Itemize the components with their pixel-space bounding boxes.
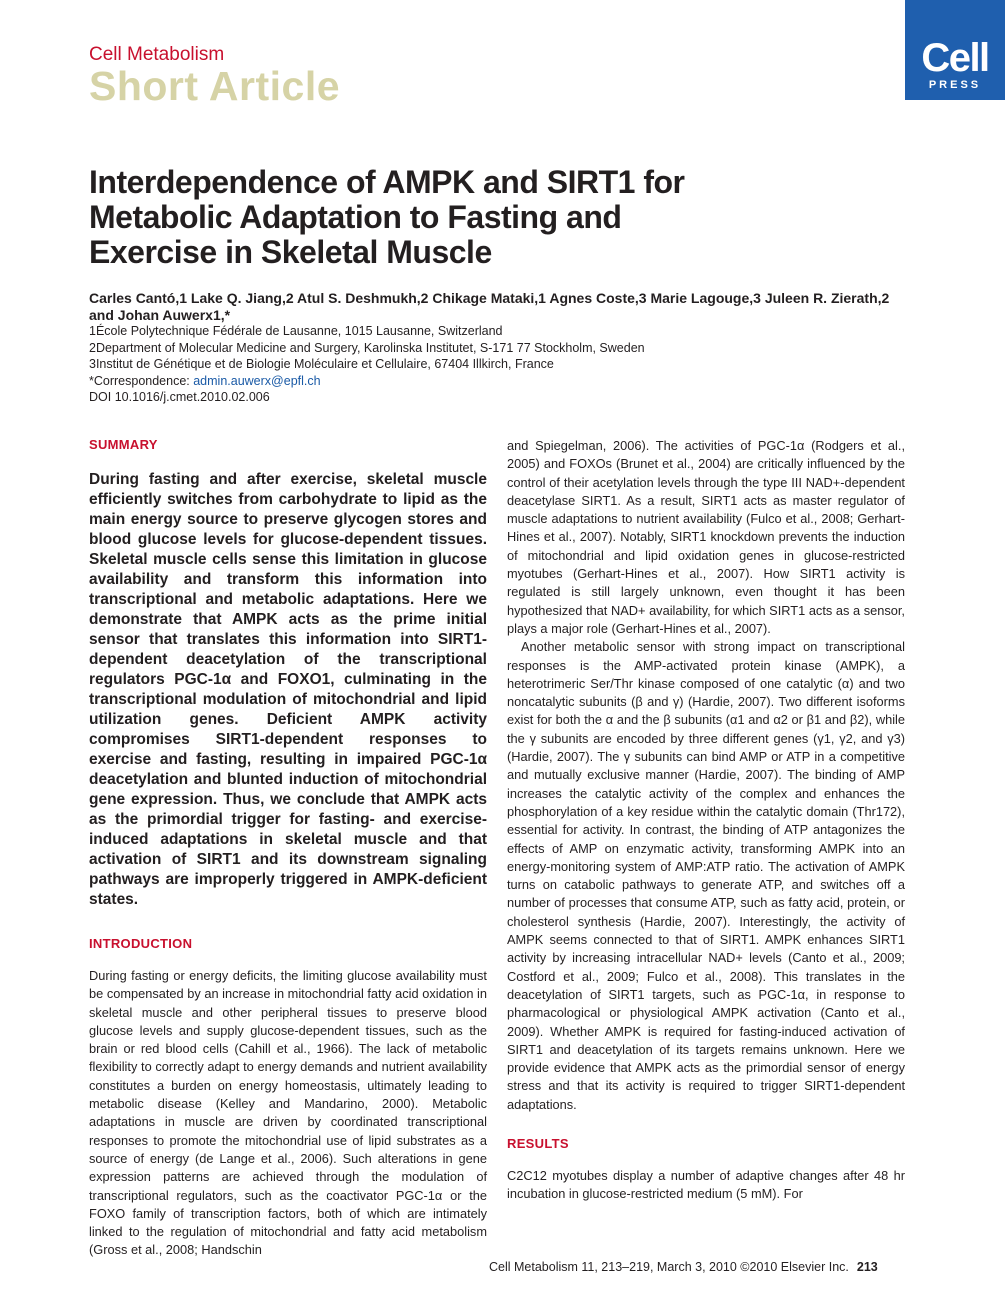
correspondence-email-link[interactable]: admin.auwerx@epfl.ch [193,373,321,388]
summary-text: During fasting and after exercise, skeletal muscle efficiently switches from carbohydrate to lipid as the main energy source to preserve glycogen stores and blood glucose levels for glucose-dependent tissues. Skeletal muscle cells sense this limitation in glucose availability and transform this information into transcriptional and metabolic adaptations. Here we demonstrate that AMPK acts as the prime initial sensor that translates this information into SIRT1-dependent deacetylation of the transcriptional regulators PGC-1α and FOXO1, culminating in the transcriptional modulation of mitochondrial and lipid utilization genes. Deficient AMPK activity compromises SIRT1-dependent responses to exercise and fasting, resulting in impaired PGC-1α deacetylation and blunted induction of mitochondrial gene expression. Thus, we conclude that AMPK acts as the primordial trigger for fasting- and exercise-induced adaptations in skeletal muscle and that activation of SIRT1 and its downstream signaling pathways are improperly triggered in AMPK-deficient states. [89,471,487,908]
journal-name: Cell Metabolism [89,44,225,65]
correspondence-label: *Correspondence: [89,373,194,388]
results-paragraph-1: C2C12 myotubes display a number of adaptive changes after 48 hr incubation in glucose-restricted medium (5 mM). For [507,1167,905,1202]
article-title: Interdependence of AMPK and SIRT1 for Metabolic Adaptation to Fasting and Exercise in Skeletal Muscle [89,164,685,270]
right-column [507,437,905,1204]
author-list: Carles Cantó,1 Lake Q. Jiang,2 Atul S. Deshmukh,2 Chikage Mataki,1 Agnes Coste,3 Marie Lagouge,3 Juleen R. Zierath,2 and Johan Auwerx1,* [89,290,890,323]
introduction-paragraph-3: Another metabolic sensor with strong impact on transcriptional responses is the AMP-activated protein kinase (AMPK), a heterotrimeric Ser/Thr kinase composed of one catalytic (α) and two noncatalytic subunits (β and γ) (Hardie, 2007). Two different isoforms exist for both the α and the β subunits (α1 and α2 or β1 and β2), while the γ subunits are encoded by three different genes (γ1, γ2, and γ3) (Hardie, 2007). The γ subunits can bind AMP or ATP in a competitive and mutually exclusive manner (Hardie, 2007). The binding of AMP increases the catalytic activity of the complex and enhances the phosphorylation of a key residue within the catalytic domain (Thr172), essential for activity. In contrast, the binding of ATP antagonizes the effects of AMP on enzymatic activity, transforming AMPK into an energy-monitoring system of AMP:ATP ratio. The activation of AMPK turns on catabolic pathways to generate ATP, and switches off a number of processes that consume ATP, such as fatty acid, protein, or cholesterol synthesis (Hardie, 2007). Interestingly, the activity of AMPK seems connected to that of SIRT1. AMPK enhances SIRT1 activity by increasing intracellular NAD+ levels (Canto et al., 2009; Costford et al., 2009; Fulco et al., 2008). This translates in the deacetylation of SIRT1 targets, such as PGC-1α, in response to pharmacological or physiological AMPK activation (Canto et al., 2009). Whether AMPK is required for fasting-induced activation of SIRT1 and deacetylation of its targets remains unknown. Here we provide evidence that AMPK acts as the primordial sensor of energy stress and that its activity is required to trigger SIRT1-dependent adaptations. [507,639,905,1112]
left-column [89,437,487,1260]
page-footer [489,1260,907,1274]
introduction-heading: INTRODUCTION [89,936,193,951]
logo-sub: PRESS [928,79,982,91]
affiliation-1: 1École Polytechnique Fédérale de Lausanne, 1015 Lausanne, Switzerland [89,324,503,338]
affiliation-3: 3Institut de Génétique et de Biologie Moléculaire et Cellulaire, 67404 Illkirch, France [89,357,554,371]
affiliation-2: 2Department of Molecular Medicine and Surgery, Karolinska Institutet, S-171 77 Stockholm, Sweden [89,340,645,355]
introduction-paragraph-2: and Spiegelman, 2006). The activities of PGC-1α (Rodgers et al., 2005) and FOXOs (Brunet et al., 2004) are critically influenced by the control of their acetylation levels through the type III NAD+-dependent deacetylase SIRT1. As a result, SIRT1 acts as master regulator of muscle adaptations to nutrient availability (Fulco et al., 2008; Gerhart-Hines et al., 2007). Notably, SIRT1 knockdown prevents the induction of mitochondrial and lipid oxidation genes in glucose-restricted myotubes (Gerhart-Hines et al., 2007). How SIRT1 activity is regulated is still largely unknown, even thought it has been hypothesized that NAD+ availability, for which SIRT1 acts as a sensor, plays a major role (Gerhart-Hines et al., 2007). [507,438,905,636]
summary-heading: SUMMARY [89,437,158,452]
page-number: 213 [856,1260,878,1274]
doi: DOI 10.1016/j.cmet.2010.02.006 [89,390,270,404]
results-heading: RESULTS [507,1135,569,1151]
cell-press-logo [905,0,1005,100]
affiliations [89,323,909,406]
introduction-paragraph-1: During fasting or energy deficits, the limiting glucose availability must be compensated by an increase in mitochondrial fatty acid oxidation in skeletal muscle and other peripheral tissues to preserve blood glucose levels and supply glucose-dependent tissues, such as the brain or red blood cells (Cahill et al., 1966). The lack of metabolic flexibility to correctly adapt to energy demands and nutrient availability constitutes a burden on energy homeostasis, ultimately leading to metabolic disease (Kelley and Mandarino, 2000). Metabolic adaptations in muscle are driven by coordinated transcriptional responses to promote the mitochondrial use of lipid substrates as a source of energy (de Lange et al., 2006). Such alterations in gene expression patterns are achieved through the modulation of transcriptional regulators, such as the coactivator PGC-1α or the FOXO family of transcription factors, both of which are intimately linked to the regulation of mitochondrial and fatty acid metabolism (Gross et al., 2008; Handschin [89,968,487,1258]
logo-word: Cell [921,36,989,80]
article-type: Short Article [89,63,341,109]
footer-citation: Cell Metabolism 11, 213–219, March 3, 2010 ©2010 Elsevier Inc. [489,1260,849,1274]
correspondence [89,373,909,390]
